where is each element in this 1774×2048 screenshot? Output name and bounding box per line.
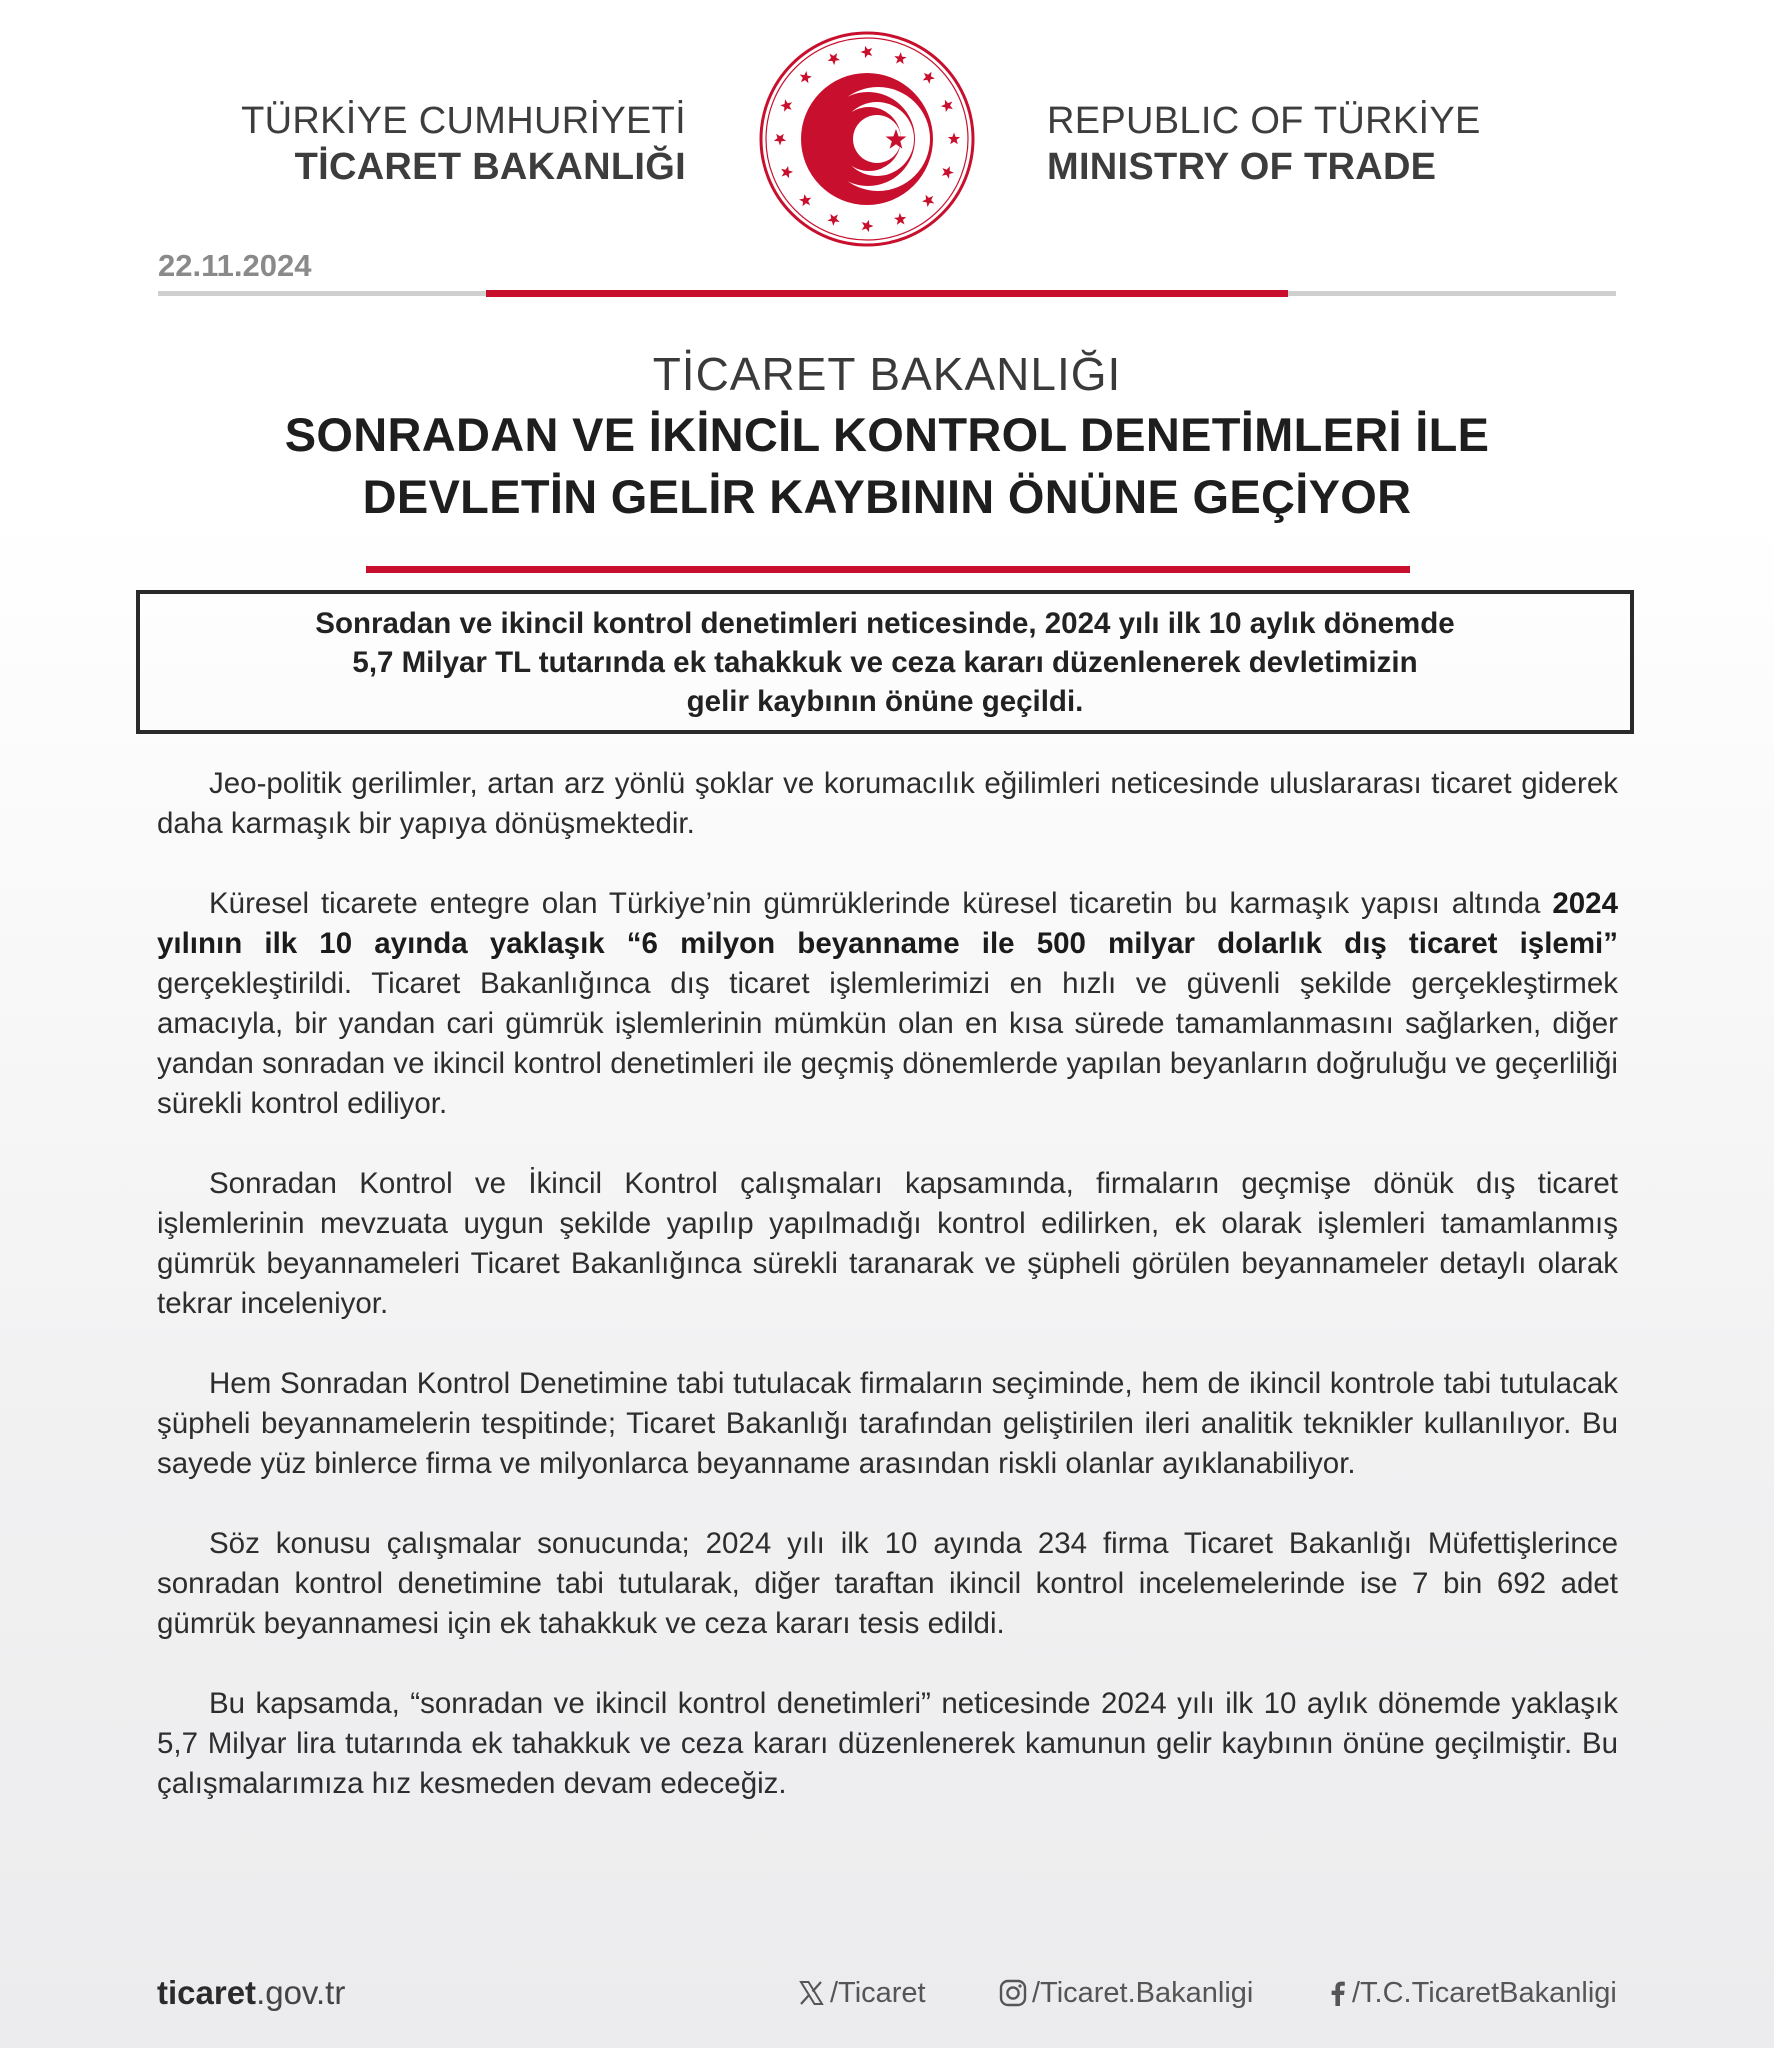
header-divider-accent [486, 290, 1288, 297]
paragraph-2-rest: gerçekleştirildi. Ticaret Bakanlığınca dış ticaret işlemlerimizi en hızlı ve güvenli şekilde gerçekleştirmek amacıyla, bir yandan cari gümrük işlemlerinin mümkün olan en kısa sürede tamamlanmasını sağlarken, diğer yandan sonradan ve ikincil kontrol denetimleri ile geçmiş dönemlerde yapılan beyanların doğruluğu ve geçerliliği sürekli kontrol ediliyor. [157, 967, 1618, 1120]
emblem-star-icon [922, 195, 934, 207]
paragraph-2-intro: Küresel ticarete entegre olan Türkiye’nin gümrüklerinde küresel ticaretin bu karmaşık yapısı altında [209, 887, 1541, 920]
emblem-star-icon [894, 213, 906, 225]
emblem-star-icon [774, 134, 786, 146]
letterhead-right [1047, 98, 1481, 190]
facebook-link[interactable] [1326, 1970, 1617, 2016]
paragraph-2-highlight: 2024 yılının ilk 10 ayında yaklaşık “6 milyon beyanname ile 500 milyar dolarlık dış ticaret işlemi” [157, 887, 1618, 960]
title-line-1: SONRADAN VE İKİNCİL KONTROL DENETİMLERİ İLE [284, 408, 1490, 461]
website-name: ticaret [157, 1974, 257, 2011]
ministry-name-en: MINISTRY OF TRADE [1047, 146, 1437, 188]
summary-line-3: gelir kaybının önüne geçildi. [686, 684, 1084, 718]
emblem-star-icon [948, 133, 960, 145]
summary-line-1: Sonradan ve ikincil kontrol denetimleri neticesinde, 2024 yılı ilk 10 aylık dönemde [315, 606, 1455, 640]
emblem-star-icon [941, 100, 953, 112]
instagram-link[interactable] [998, 1970, 1253, 2016]
emblem-star-icon [799, 194, 811, 206]
summary-line-2: 5,7 Milyar TL tutarında ek tahakkuk ve ceza kararı düzenlenerek devletimizin [352, 645, 1418, 679]
republic-name-en: REPUBLIC OF TÜRKİYE [1047, 100, 1481, 142]
emblem-star-icon [862, 220, 874, 232]
emblem-star-icon [894, 52, 906, 64]
website-domain: .gov.tr [256, 1974, 346, 2011]
title-ministry: TİCARET BAKANLIĞI [652, 348, 1122, 400]
ministry-emblem-icon [756, 28, 978, 250]
paragraph-1: Jeo-politik gerilimler, artan arz yönlü şoklar ve korumacılık eğilimleri neticesinde uluslararası ticaret giderek daha karmaşık bir yapıya dönüşmektedir. [157, 767, 1618, 840]
paragraph-3: Sonradan Kontrol ve İkincil Kontrol çalışmaları kapsamında, firmaların geçmişe dönük dış ticaret işlemlerinin mevzuata uygun şekilde yapılıp yapılmadığı kontrol edilirken, ek olarak işlemleri tamamlanmış gümrük beyannameleri Ticaret Bakanlığınca sürekli taranarak ve şüpheli görülen beyannameler detaylı olarak tekrar inceleniyor. [157, 1167, 1618, 1320]
facebook-icon [1326, 1978, 1348, 2008]
instagram-handle: /Ticaret.Bakanligi [1032, 1977, 1254, 2009]
x-logo-icon [796, 1978, 826, 2008]
website-link[interactable] [157, 1970, 345, 2016]
paragraph-2 [157, 884, 1618, 1124]
emblem-star-icon [827, 214, 839, 226]
summary-box [136, 590, 1634, 734]
emblem-star-icon [780, 99, 792, 111]
title-line-2: DEVLETİN GELİR KAYBININ ÖNÜNE GEÇİYOR [362, 470, 1412, 523]
title-underline [366, 566, 1410, 573]
emblem-star-icon [828, 53, 840, 65]
facebook-handle: /T.C.TicaretBakanligi [1352, 1977, 1617, 2009]
x-link[interactable] [796, 1970, 926, 2016]
paragraph-4: Hem Sonradan Kontrol Denetimine tabi tutulacak firmaların seçiminde, hem de ikincil kontrole tabi tutulacak şüpheli beyannamelerin tespitinde; Ticaret Bakanlığı tarafından geliştirilen ileri analitik teknikler kullanılıyor. Bu sayede yüz binlerce firma ve milyonlarca beyanname arasından riskli olanlar ayıklanabiliyor. [157, 1367, 1618, 1480]
emblem-star-icon [923, 72, 935, 84]
x-handle: /Ticaret [830, 1977, 926, 2009]
emblem-star-icon [942, 166, 954, 178]
ministry-name-tr: TİCARET BAKANLIĞI [294, 146, 686, 188]
emblem-star-icon [861, 46, 873, 58]
letterhead [0, 0, 1774, 260]
emblem-star-icon [800, 71, 812, 83]
footer [0, 1970, 1774, 2020]
paragraph-5: Söz konusu çalışmalar sonucunda; 2024 yılı ilk 10 ayında 234 firma Ticaret Bakanlığı Müfettişlerince sonradan kontrol denetimine tabi tutularak, diğer taraftan ikincil kontrol incelemelerinde ise 7 bin 692 adet gümrük beyannamesi için ek tahakkuk ve ceza kararı tesis edildi. [157, 1527, 1618, 1640]
release-date: 22.11.2024 [158, 248, 312, 283]
emblem-star-icon [781, 166, 793, 178]
letterhead-left [241, 98, 686, 190]
press-title [0, 344, 1774, 528]
paragraph-6: Bu kapsamda, “sonradan ve ikincil kontrol denetimleri” neticesinde 2024 yılı ilk 10 aylık dönemde yaklaşık 5,7 Milyar lira tutarında ek tahakkuk ve ceza kararı düzenlenerek kamunun gelir kaybının önüne geçilmiştir. Bu çalışmalarımıza hız kesmeden devam edeceğiz. [157, 1687, 1618, 1800]
instagram-icon [998, 1978, 1028, 2008]
press-body [157, 764, 1618, 1844]
republic-name-tr: TÜRKİYE CUMHURİYETİ [241, 100, 686, 142]
